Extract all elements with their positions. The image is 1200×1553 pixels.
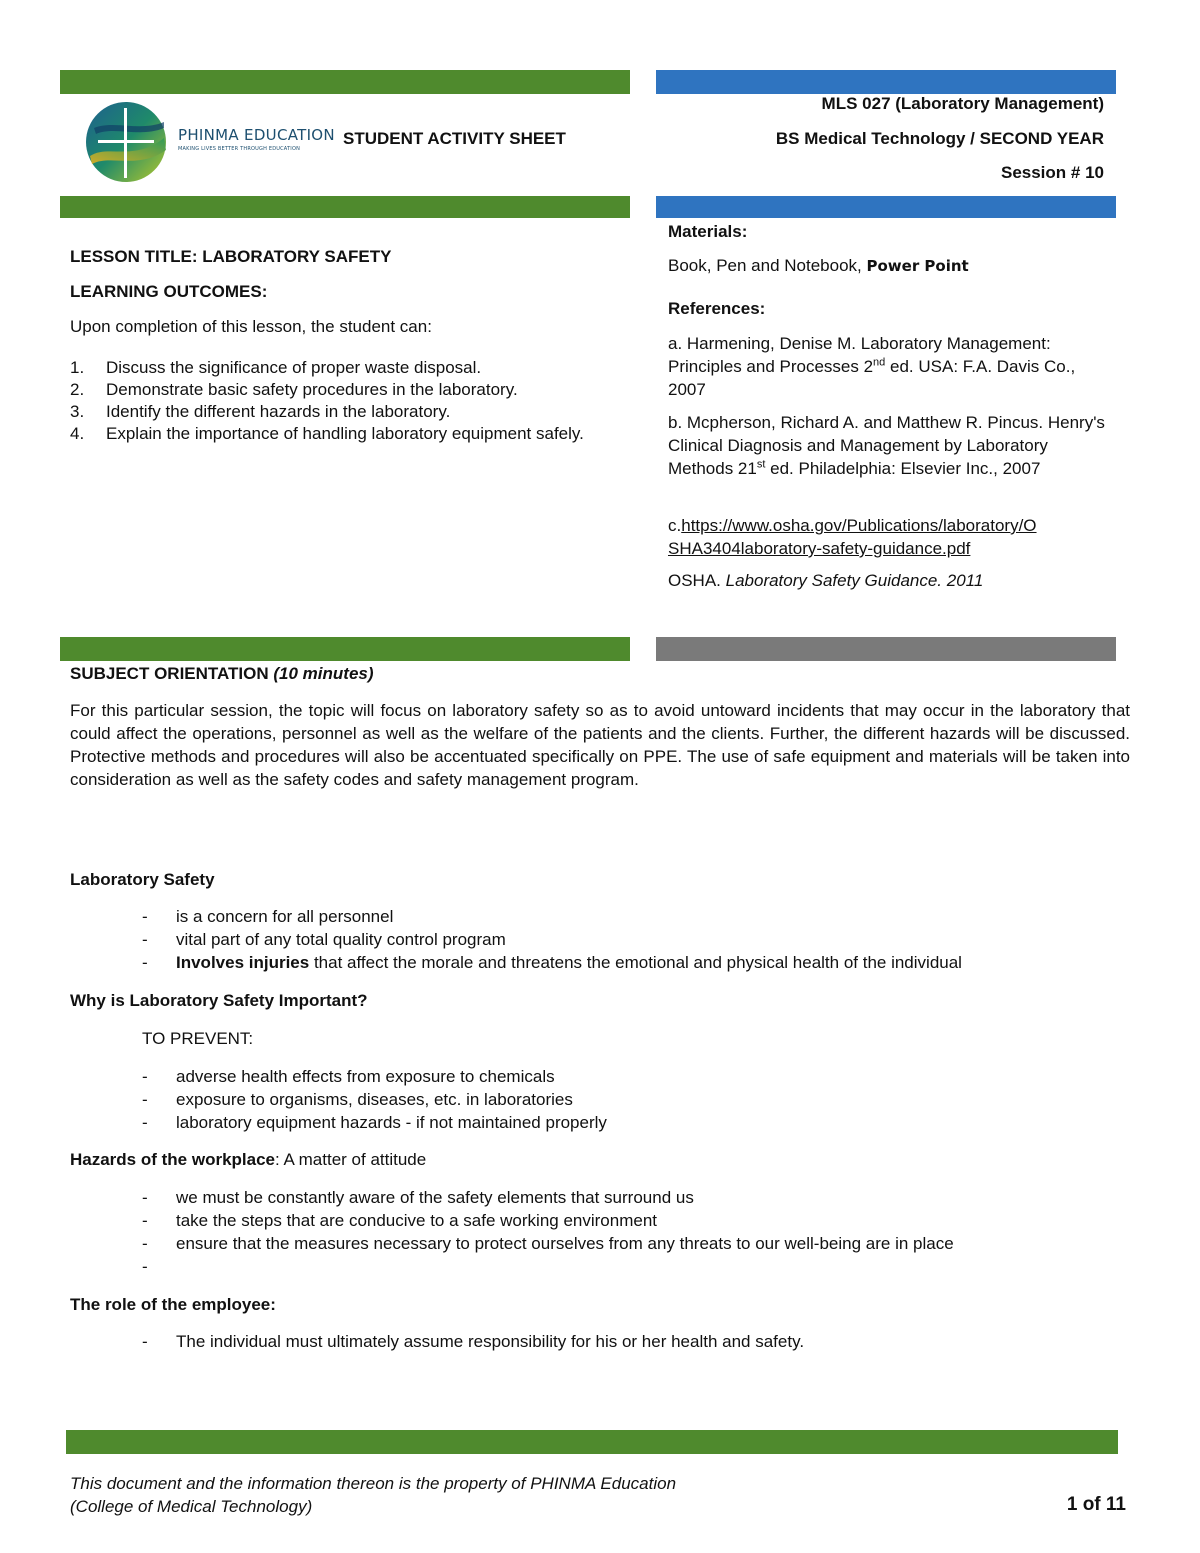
outcome-item: 2. Demonstrate basic safety procedures in the laboratory. [70, 380, 518, 399]
lab-safety-list [70, 905, 1150, 974]
list-item: - exposure to organisms, diseases, etc. in laboratories [142, 1090, 573, 1109]
section-bar-right [656, 637, 1116, 661]
header-bar-left-bottom [60, 196, 630, 218]
outcome-item: 4. Explain the importance of handling laboratory equipment safely. [70, 424, 584, 443]
reference-b: b. Mcpherson, Richard A. and Matthew R. Pincus. Henry's Clinical Diagnosis and Management by Laboratory Methods 21st ed. Philadelphia: Elsevier Inc., 2007 [668, 413, 1105, 478]
materials-text: Book, Pen and Notebook, Power Point [668, 256, 969, 275]
outcomes-intro: Upon completion of this lesson, the student can: [70, 317, 432, 336]
osha-link-continued[interactable]: SHA3404laboratory-safety-guidance.pdf [668, 539, 971, 558]
list-item: - is a concern for all personnel [142, 907, 394, 926]
why-list [70, 1065, 1150, 1134]
list-item: - Involves injuries that affect the morale and threatens the emotional and physical health of the individual [142, 953, 962, 972]
list-item: - ensure that the measures necessary to protect ourselves from any threats to our well-being are in place [142, 1234, 954, 1253]
header-bar-left-top [60, 70, 630, 94]
reference-osha: OSHA. Laboratory Safety Guidance. 2011 [668, 571, 984, 590]
page-number: 1 of 11 [1066, 1494, 1126, 1515]
footer-notice: This document and the information thereon is the property of PHINMA Education (College of Medical Technology) [70, 1474, 677, 1516]
list-item: - we must be constantly aware of the safety elements that surround us [142, 1188, 694, 1207]
lesson-title: LESSON TITLE: LABORATORY SAFETY [70, 247, 392, 266]
role-heading: The role of the employee: [70, 1295, 276, 1314]
list-item: - laboratory equipment hazards - if not maintained properly [142, 1113, 607, 1132]
osha-link[interactable]: https://www.osha.gov/Publications/laboratory/O [681, 516, 1037, 535]
list-item: - vital part of any total quality control program [142, 930, 506, 949]
orientation-paragraph: For this particular session, the topic will focus on laboratory safety so as to avoid untoward incidents that may occur in the laboratory that could affect the operations, personnel as well as the welfare of the patients and the clients. Further, the different hazards will be discussed. Protective methods and procedures will also be accentuated specifically on PPE. The use of safe equipment and materials will be taken into consideration as well as the safety codes and safety management program. [70, 701, 1130, 789]
course-title: MLS 027 (Laboratory Management) [821, 94, 1104, 113]
hazards-heading: Hazards of the workplace: A matter of attitude [70, 1150, 427, 1169]
outcome-item: 1. Discuss the significance of proper waste disposal. [70, 358, 482, 377]
program-title: BS Medical Technology / SECOND YEAR [775, 129, 1104, 148]
reference-a: a. Harmening, Denise M. Laboratory Management: Principles and Processes 2nd ed. USA: F.A. Davis Co., 2007 [668, 334, 1076, 399]
outcome-item: 3. Identify the different hazards in the laboratory. [70, 402, 451, 421]
why-heading: Why is Laboratory Safety Important? [70, 991, 368, 1010]
lab-safety-heading: Laboratory Safety [70, 870, 215, 889]
hazards-list [70, 1186, 1150, 1278]
reference-c: c.https://www.osha.gov/Publications/laboratory/O SHA3404laboratory-safety-guidance.pdf [668, 516, 1037, 558]
sheet-title: STUDENT ACTIVITY SHEET [343, 129, 566, 148]
references-heading: References: [668, 299, 766, 318]
session-number: Session # 10 [1000, 163, 1104, 182]
footer-bar [66, 1430, 1118, 1454]
list-item: - [142, 1257, 148, 1276]
role-list [70, 1330, 1150, 1353]
materials-extra: Power Point [866, 257, 969, 275]
logo-tagline: MAKING LIVES BETTER THROUGH EDUCATION [178, 146, 301, 152]
outcomes-list [70, 357, 620, 445]
to-prevent-label: TO PREVENT: [142, 1029, 254, 1048]
subject-orientation-heading: SUBJECT ORIENTATION (10 minutes) [70, 664, 374, 683]
header-bar-right-top [656, 70, 1116, 94]
phinma-globe-icon [84, 98, 168, 186]
materials-heading: Materials: [668, 222, 748, 241]
section-bar-left [60, 637, 630, 661]
header-bar-right-bottom [656, 196, 1116, 218]
list-item: - adverse health effects from exposure to chemicals [142, 1067, 555, 1086]
learning-outcomes-heading: LEARNING OUTCOMES: [70, 282, 268, 301]
list-item: - The individual must ultimately assume responsibility for his or her health and safety. [142, 1332, 805, 1351]
phinma-logo [84, 98, 335, 186]
list-item: - take the steps that are conducive to a safe working environment [142, 1211, 657, 1230]
logo-name: PHINMA EDUCATION [178, 126, 335, 144]
